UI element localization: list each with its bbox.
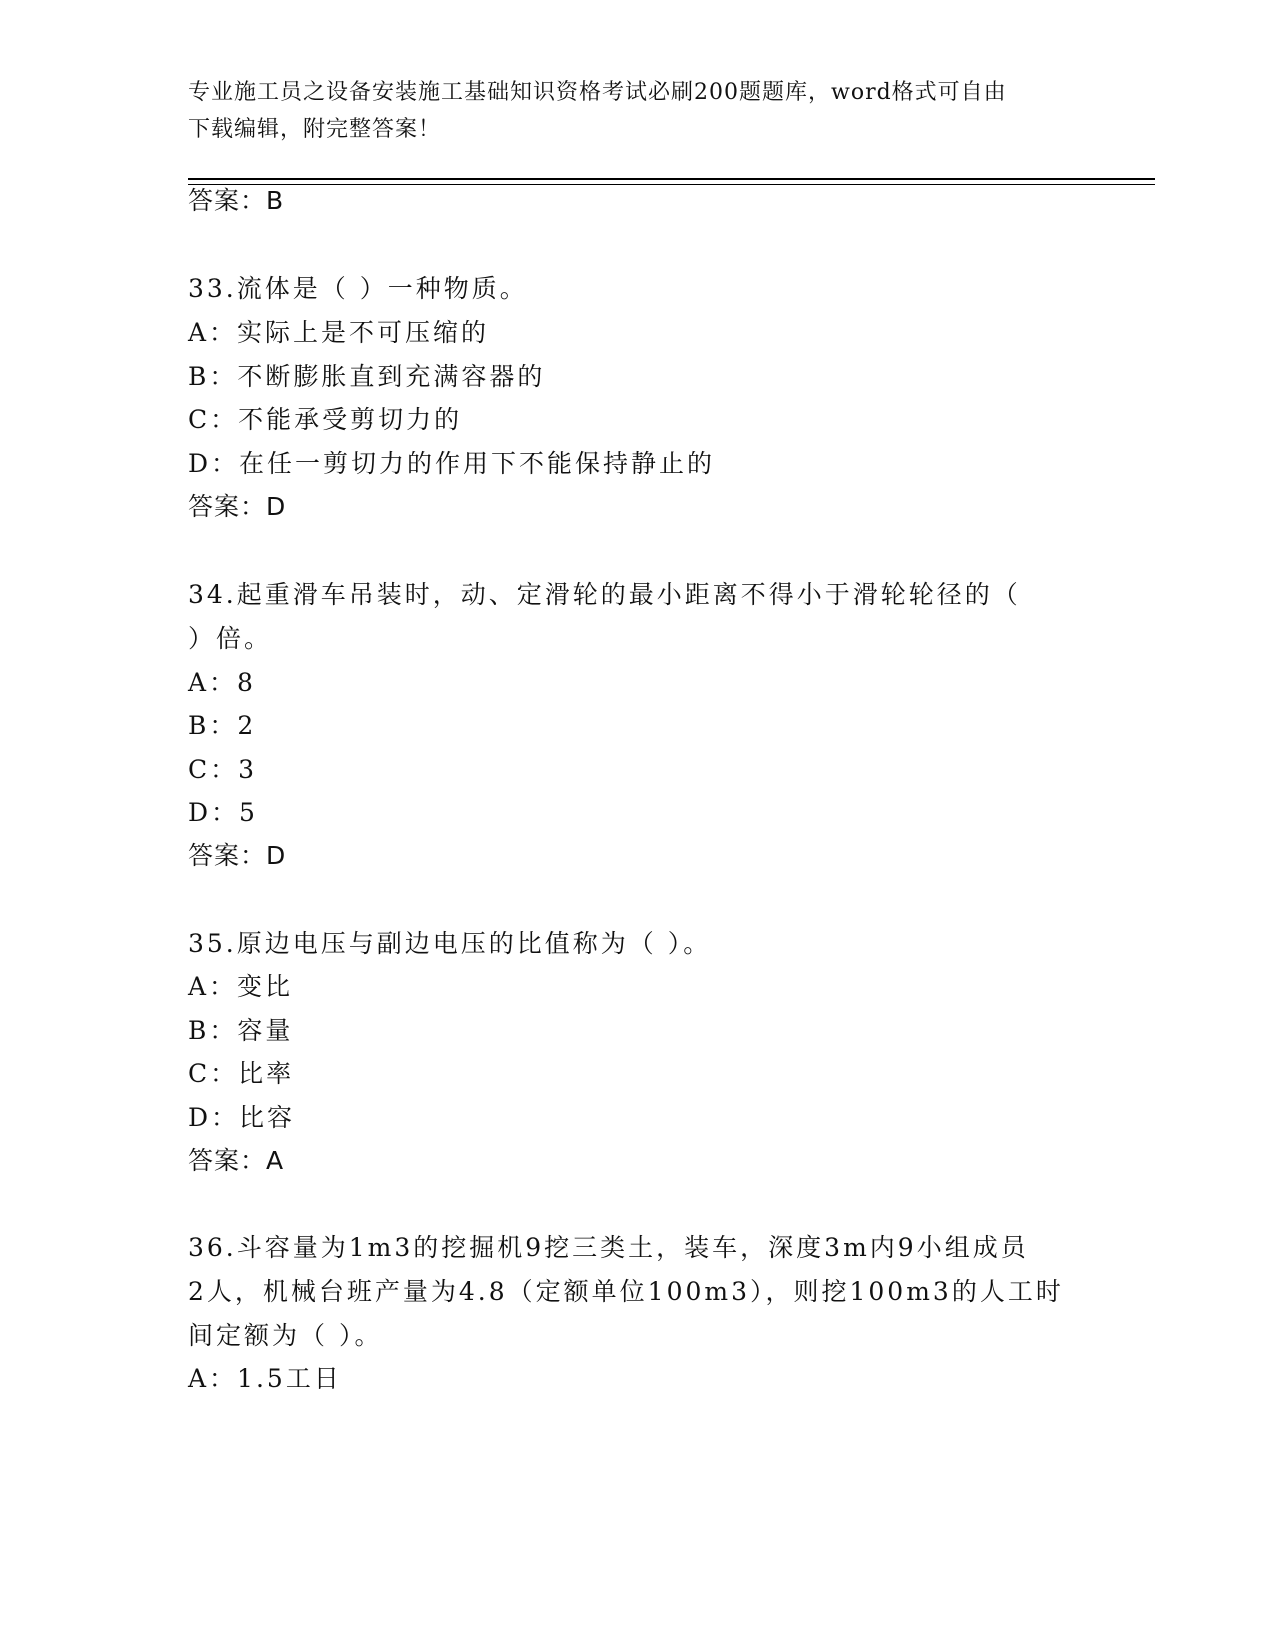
question-35-text: 35.原边电压与副边电压的比值称为（ ）。 [188, 929, 712, 958]
question-35-option-a: A：变比 [188, 972, 294, 1001]
question-35-option-b: B：容量 [188, 1016, 294, 1045]
header-rule-thin [188, 184, 1155, 185]
question-35-option-c: C：比率 [188, 1059, 295, 1088]
question-36-text-line-3: 间定额为（ ）。 [188, 1321, 383, 1350]
question-35-option-d: D：比容 [188, 1103, 296, 1132]
question-34-option-a: A：8 [188, 668, 256, 697]
question-33-text: 33.流体是（ ）一种物质。 [188, 274, 528, 303]
question-34-option-b: B：2 [188, 711, 257, 740]
question-35-answer: 答案：A [188, 1146, 285, 1175]
question-34-text-line-1: 34.起重滑车吊装时，动、定滑轮的最小距离不得小于滑轮轮径的（ [188, 580, 1021, 609]
header-rule-thick [188, 178, 1155, 180]
question-33-option-d: D：在任一剪切力的作用下不能保持静止的 [188, 449, 716, 478]
question-36-option-a: A：1.5工日 [188, 1364, 342, 1393]
question-33-option-b: B：不断膨胀直到充满容器的 [188, 362, 546, 391]
question-34-option-c: C：3 [188, 755, 258, 784]
question-34-answer: 答案：D [188, 841, 287, 870]
question-33-option-a: A：实际上是不可压缩的 [188, 318, 490, 347]
question-33-answer: 答案：D [188, 492, 287, 521]
header-line-2: 下载编辑，附完整答案！ [188, 117, 442, 142]
question-34-option-d: D：5 [188, 798, 258, 827]
document-header [188, 74, 1088, 148]
question-36-text-line-2: 2人，机械台班产量为4.8（定额单位100m3），则挖100m3的人工时 [188, 1277, 1064, 1306]
answer-prev: 答案：B [188, 186, 285, 215]
header-line-1: 专业施工员之设备安装施工基础知识资格考试必刷200题题库，word格式可自由 [188, 80, 1007, 105]
question-36-text-line-1: 36.斗容量为1m3的挖掘机9挖三类土，装车，深度3m内9小组成员 [188, 1233, 1029, 1262]
question-34-text-line-2: ）倍。 [188, 624, 273, 653]
question-33-option-c: C：不能承受剪切力的 [188, 405, 463, 434]
